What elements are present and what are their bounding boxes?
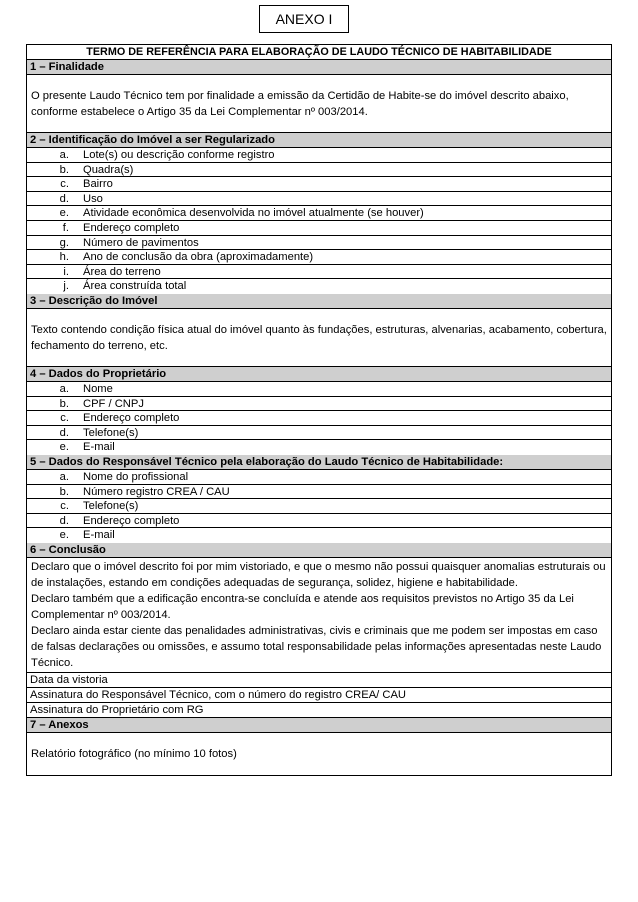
item-text: E-mail (83, 441, 115, 454)
owner-signature: Assinatura do Proprietário com RG (27, 703, 611, 718)
list-item (27, 265, 611, 280)
list-item (27, 397, 611, 412)
document-title: TERMO DE REFERÊNCIA PARA ELABORAÇÃO DE LAUDO TÉCNICO DE HABITABILIDADE (27, 45, 611, 60)
item-marker: g. (59, 236, 69, 249)
item-marker: d. (59, 192, 69, 205)
section-4-items (27, 382, 611, 455)
item-text: Número de pavimentos (83, 236, 199, 249)
item-marker: b. (59, 397, 69, 410)
section-4-heading: 4 – Dados do Proprietário (27, 367, 611, 382)
item-text: CPF / CNPJ (83, 397, 144, 410)
list-item (27, 470, 611, 485)
item-marker: c. (60, 178, 69, 191)
list-item (27, 528, 611, 543)
section-1-text: O presente Laudo Técnico tem por finalidade a emissão da Certidão de Habite-se do imóvel descrito abaixo, conforme estabelece o Artigo 35 da Lei Complementar nº 003/2014. (27, 75, 611, 133)
section-3-text: Texto contendo condição física atual do imóvel quanto às fundações, estruturas, alvenarias, acabamento, cobertura, fechamento do terreno, etc. (27, 309, 611, 367)
section-7-text: Relatório fotográfico (no mínimo 10 fotos) (31, 747, 237, 760)
declaration-3: Declaro ainda estar ciente das penalidades administrativas, civis e criminais que me podem ser impostas em caso de falsas declarações ou omissões, e assumo total responsabilidade pelas informações apresentadas neste Laudo Técnico. (31, 624, 602, 669)
list-item (27, 192, 611, 207)
item-text: Nome do profissional (83, 470, 189, 483)
section-5-items (27, 470, 611, 543)
item-marker: a. (59, 382, 69, 395)
item-marker: b. (59, 163, 69, 176)
annex-label: ANEXO I (259, 5, 349, 33)
item-text: Endereço completo (83, 514, 180, 527)
list-item (27, 148, 611, 163)
item-text: Área do terreno (83, 265, 161, 278)
item-text: Telefone(s) (83, 426, 139, 439)
item-marker: e. (59, 441, 69, 454)
list-item (27, 499, 611, 514)
item-marker: h. (59, 251, 69, 264)
list-item (27, 382, 611, 397)
item-marker: b. (59, 485, 69, 498)
item-text: Área construída total (83, 280, 187, 293)
item-text: Ano de conclusão da obra (aproximadamente) (83, 251, 314, 264)
item-text: E-mail (83, 529, 115, 542)
item-marker: d. (59, 426, 69, 439)
list-item (27, 177, 611, 192)
item-marker: a. (59, 470, 69, 483)
item-text: Uso (83, 192, 103, 205)
item-text: Atividade econômica desenvolvida no imóvel atualmente (se houver) (83, 207, 424, 220)
section-1-heading: 1 – Finalidade (27, 60, 611, 75)
section-3-heading: 3 – Descrição do Imóvel (27, 294, 611, 309)
section-6-declarations (27, 558, 611, 673)
list-item (27, 279, 611, 294)
item-text: Lote(s) ou descrição conforme registro (83, 149, 275, 161)
list-item (27, 485, 611, 500)
list-item (27, 206, 611, 221)
inspection-date: Data da vistoria (27, 673, 611, 688)
declaration-1: Declaro que o imóvel descrito foi por mim vistoriado, e que o mesmo não possui quaisquer anomalias estruturais ou de instalações, estando em condições adequadas de segurança, solidez, higiene e habitabilidade. (31, 560, 606, 589)
item-marker: e. (59, 529, 69, 542)
section-2-heading: 2 – Identificação do Imóvel a ser Regularizado (27, 133, 611, 148)
item-marker: a. (59, 149, 69, 161)
item-marker: f. (62, 221, 69, 234)
item-marker: j. (63, 280, 69, 293)
item-text: Nome (83, 382, 113, 395)
list-item (27, 514, 611, 529)
section-7-heading: 7 – Anexos (27, 718, 611, 733)
item-text: Bairro (83, 178, 113, 191)
section-5-heading: 5 – Dados do Responsável Técnico pela elaboração do Laudo Técnico de Habitabilidade: (27, 455, 611, 470)
item-marker: c. (60, 500, 69, 513)
list-item (27, 163, 611, 178)
item-marker: d. (59, 514, 69, 527)
item-text: Endereço completo (83, 412, 180, 425)
item-text: Telefone(s) (83, 500, 139, 513)
list-item (27, 440, 611, 455)
item-marker: c. (60, 412, 69, 425)
item-text: Quadra(s) (83, 163, 134, 176)
list-item (27, 250, 611, 265)
item-marker: e. (59, 207, 69, 220)
item-text: Número registro CREA / CAU (83, 485, 230, 498)
section-6-heading: 6 – Conclusão (27, 543, 611, 558)
technician-signature: Assinatura do Responsável Técnico, com o número do registro CREA/ CAU (27, 688, 611, 703)
list-item (27, 236, 611, 251)
list-item (27, 426, 611, 441)
list-item (27, 411, 611, 426)
item-text: Endereço completo (83, 221, 180, 234)
reference-term-table (26, 44, 612, 776)
declaration-2: Declaro também que a edificação encontra-se concluída e atende aos requisitos previstos no Artigo 35 da Lei Complementar nº 003/2014. (31, 592, 574, 621)
section-2-items (27, 148, 611, 294)
item-marker: i. (63, 265, 69, 278)
list-item (27, 221, 611, 236)
